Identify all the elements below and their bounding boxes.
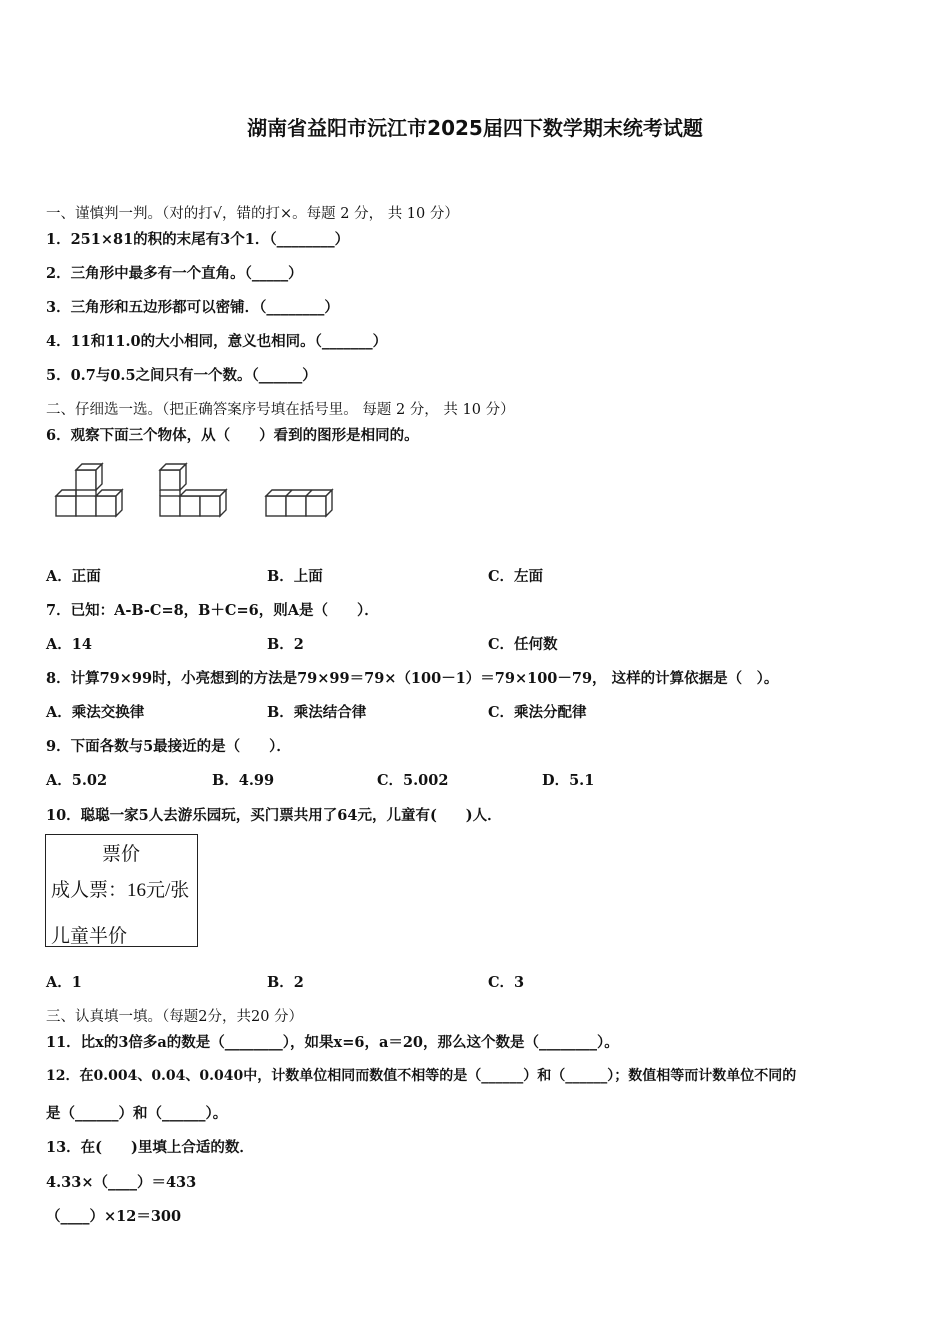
q6-option-c: C．左面 [488, 568, 544, 585]
q8-option-b: B．乘法结合律 [267, 704, 367, 721]
cube-figure-3 [266, 490, 332, 516]
q6-option-b: B．上面 [267, 568, 323, 585]
question-2: 2．三角形中最多有一个直角。（_____） [46, 265, 303, 282]
question-7: 7．已知：A-B-C=8，B＋C=6，则A是（ ）． [46, 602, 379, 619]
question-13-b: （____）×12＝300 [46, 1208, 182, 1225]
question-11: 11．比x的3倍多a的数是（________），如果x=6，a＝20，那么这个数是（________）。 [46, 1034, 619, 1051]
q7-option-a: A．14 [46, 636, 92, 653]
cube-figure-2 [160, 464, 226, 516]
cube-figures [50, 462, 350, 528]
question-6: 6．观察下面三个物体，从（ ）看到的图形是相同的。 [46, 427, 419, 444]
page-title: 湖南省益阳市沅江市2025届四下数学期末统考试题 [247, 116, 703, 140]
ticket-adult-price: 成人票：16元/张 [51, 880, 190, 901]
question-13-a: 4.33×（____）＝433 [46, 1174, 197, 1191]
q7-option-c: C．任何数 [488, 636, 558, 653]
ticket-child-price: 儿童半价 [51, 926, 128, 947]
question-13: 13．在( )里填上合适的数． [46, 1139, 254, 1156]
question-8: 8．计算79×99时，小亮想到的方法是79×99＝79×（100－1）＝79×100－79， 这样的计算依据是（ ）。 [46, 670, 779, 687]
q10-option-c: C．3 [488, 974, 525, 991]
q9-option-b: B．4.99 [212, 772, 275, 789]
section2-heading: 二、仔细选一选。（把正确答案序号填在括号里。 每题 2 分， 共 10 分） [46, 402, 515, 418]
question-9: 9．下面各数与5最接近的是（ ）． [46, 738, 291, 755]
question-3: 3．三角形和五边形都可以密铺．（________） [46, 299, 339, 316]
section3-heading: 三、认真填一填。（每题2分，共20 分） [46, 1009, 304, 1025]
q8-option-c: C．乘法分配律 [488, 704, 587, 721]
question-12-line1: 12．在0.004、0.04、0.040中，计数单位相同而数值不相等的是（______）和（______）；数值相等而计数单位不同的 [46, 1068, 797, 1084]
q9-option-c: C．5.002 [377, 772, 449, 789]
question-1: 1．251×81的积的末尾有3个1．（________） [46, 231, 350, 248]
q9-option-d: D．5.1 [542, 772, 595, 789]
section1-heading: 一、谨慎判一判。（对的打√，错的打×。每题 2 分， 共 10 分） [46, 206, 459, 222]
ticket-title: 票价 [102, 844, 141, 865]
q6-option-a: A．正面 [46, 568, 101, 585]
question-12-line2: 是（______）和（______）。 [46, 1105, 228, 1122]
q9-option-a: A．5.02 [46, 772, 108, 789]
ticket-price-box [45, 834, 198, 947]
question-10: 10．聪聪一家5人去游乐园玩，买门票共用了64元，儿童有( )人． [46, 807, 502, 824]
q7-option-b: B．2 [267, 636, 304, 653]
q10-option-b: B．2 [267, 974, 304, 991]
q10-option-a: A．1 [46, 974, 82, 991]
cube-figure-1 [56, 464, 122, 516]
q8-option-a: A．乘法交换律 [46, 704, 145, 721]
question-5: 5．0.7与0.5之间只有一个数。（______） [46, 367, 317, 384]
question-4: 4．11和11.0的大小相同，意义也相同。（_______） [46, 333, 388, 350]
